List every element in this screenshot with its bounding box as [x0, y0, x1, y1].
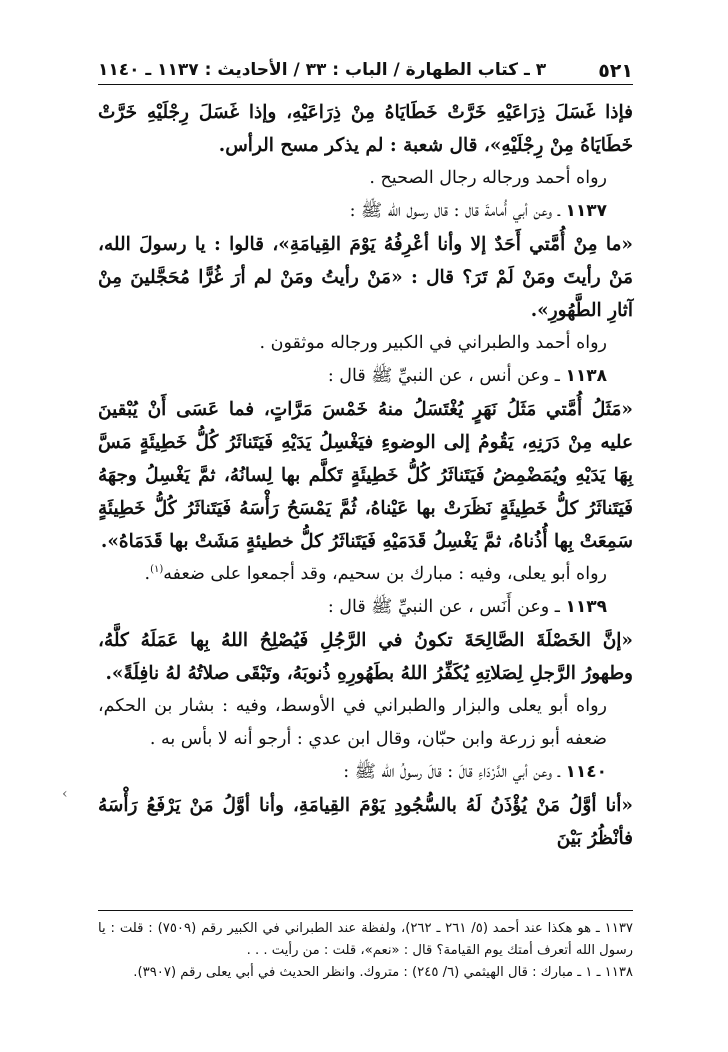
hadith-1137-intro [98, 195, 633, 228]
hadith-1139-text: «إنَّ الخَصْلَةَ الصَّالِحَةَ تكونُ في الرَّجُلِ فَيُصْلِحُ اللهُ بِها عَمَلَهُ كلَّهُ، وطهورُ الرَّجلِ لِصَلاتِهِ يُكَفِّرُ اللهُ بطَهُورِهِ ذُنوبَهُ، وتَبْقَى صلاتُهُ لهُ نافِلَةً». [98, 630, 633, 684]
footnote-ref[interactable]: (١) [150, 564, 164, 576]
margin-mark: › [62, 786, 68, 802]
hadith-number: ١١٣٧ [565, 201, 607, 221]
narrator-line: ـ وعن أبي الدَّرْدَاءِ قالَ : قالَ رسولُ الله ﷺ : [343, 762, 560, 782]
hadith-1140-text: «أنا أوَّلُ مَنْ يُؤْذَنُ لَهُ بالسُّجُودِ يَوْمَ القِيامَةِ، وأنا أوَّلُ مَنْ يَرْفَعُ رَأْسَهُ فأنْظُرُ بَيْنَ [98, 795, 633, 849]
hadith-number: ١١٣٩ [565, 597, 607, 617]
hadith-1138-source: رواه أبو يعلى، وفيه : مبارك بن سحيم، وقد أجمعوا على ضعفه$^{(١)}$. [144, 564, 607, 584]
page-header [98, 58, 633, 85]
source-note: رواه أحمد ورجاله رجال الصحيح . [369, 168, 607, 188]
footnote-1137: ١١٣٧ ـ هو هكذا عند أحمد (٥/ ٢٦١ ـ ٢٦٢)، ولفظة عند الطبراني في الكبير رقم (٧٥٠٩) : قلت : يا رسول الله أتعرف أمتك يوم القيامة؟ قال : «نعم»، قلت : من رأيت . . . [98, 921, 633, 958]
running-head: ٣ ـ كتاب الطهارة / الباب : ٣٣ / الأحاديث : ١١٣٧ ـ ١١٤٠ [98, 60, 547, 80]
hadith-1137-text: «ما مِنْ أُمَّتي أَحَدٌ إلا وأنا أعْرِفُهُ يَوْمَ القِيامَةِ»، قالوا : يا رسولَ الله، مَنْ رأيتَ ومَنْ لَمْ تَرَ؟ قال : «مَنْ رأيتُ ومَنْ لم أرَ غُرًّا مُحَجَّلينَ مِنْ آثارِ الطَّهُورِ». [98, 234, 633, 321]
hadith-number: ١١٣٨ [565, 366, 607, 386]
footnotes [98, 918, 633, 984]
page-number: ٥٢١ [598, 60, 633, 82]
narrator-line: ـ وعن أنس ، عن النبيِّ ﷺ قال : [327, 366, 560, 386]
source-text: رواه أبو يعلى، وفيه : مبارك بن سحيم، وقد أجمعوا على ضعفه [163, 564, 607, 584]
hadith-1138-text: «مَثَلُ أُمَّتي مَثَلُ نَهَرٍ يُغْتَسَلُ منهُ خَمْسَ مَرَّاتٍ، فما عَسَى أَنْ يُبْقينَ عليه مِنْ دَرَنِهِ، يَقُومُ إلى الوضوءِ فيَغْسِلُ يَدَيْهِ فَيَتَناثَرُ كُلُّ خَطِيئَةٍ مَسَّ بِهَا يَدَيْهِ ويُمَضْمِضُ فَيَتَناثَرُ كُلُّ خَطِيئَةٍ تَكلَّم بها لِسانُهُ، ثمَّ يَغْسِلُ وجهَهُ فَيَتَناثَرُ كلُّ خَطِيئَةٍ نَظَرَتْ بها عَيْناهُ، ثُمَّ يَمْسَحُ رَأْسَهُ فَيَتَناثَرُ كُلُّ خَطِيئَةٍ سَمِعَتْ بِها أُذُناهُ، ثمَّ يَغْسِلُ قَدَمَيْهِ فَيَتَناثَرُ كلُّ خطيئةٍ مَشَتْ بها قَدَمَاهُ». [98, 399, 633, 552]
footnote-divider [98, 910, 633, 911]
hadith-1139-intro [98, 591, 633, 624]
hadith-number: ١١٤٠ [565, 762, 607, 782]
narrator-line: ـ وعن أبي أُمامةَ قال : قال رسول الله ﷺ : [349, 201, 560, 221]
hadith-1138-intro [98, 360, 633, 393]
main-text [98, 96, 633, 855]
hadith-1139-source: رواه أبو يعلى والبزار والطبراني في الأوسط، وفيه : بشار بن الحكم، ضعفه أبو زرعة وابن حبّان، وقال ابن عدي : أرجو أنه لا بأس به . [98, 696, 607, 749]
hadith-text-cont: فإذا غَسَلَ ذِرَاعَيْهِ خَرَّتْ خَطَايَاهُ مِنْ ذِرَاعَيْهِ، وإذا غَسَلَ رِجْلَيْهِ خَرَّتْ خَطَايَاهُ مِنْ رِجْلَيْهِ»، قال شعبة : لم يذكر مسح الرأس. [98, 102, 633, 156]
footnote-1138: ١١٣٨ ـ ١ ـ مبارك : قال الهيثمي (٦/ ٢٤٥) : متروك. وانظر الحديث في أبي يعلى رقم (٣٩٠٧). [133, 965, 633, 980]
hadith-1137-source: رواه أحمد والطبراني في الكبير ورجاله موثقون . [259, 333, 607, 353]
hadith-1140-intro [98, 756, 633, 789]
hadith-continuation [98, 96, 633, 162]
narrator-line: ـ وعن أَنَس ، عن النبيِّ ﷺ قال : [327, 597, 560, 617]
